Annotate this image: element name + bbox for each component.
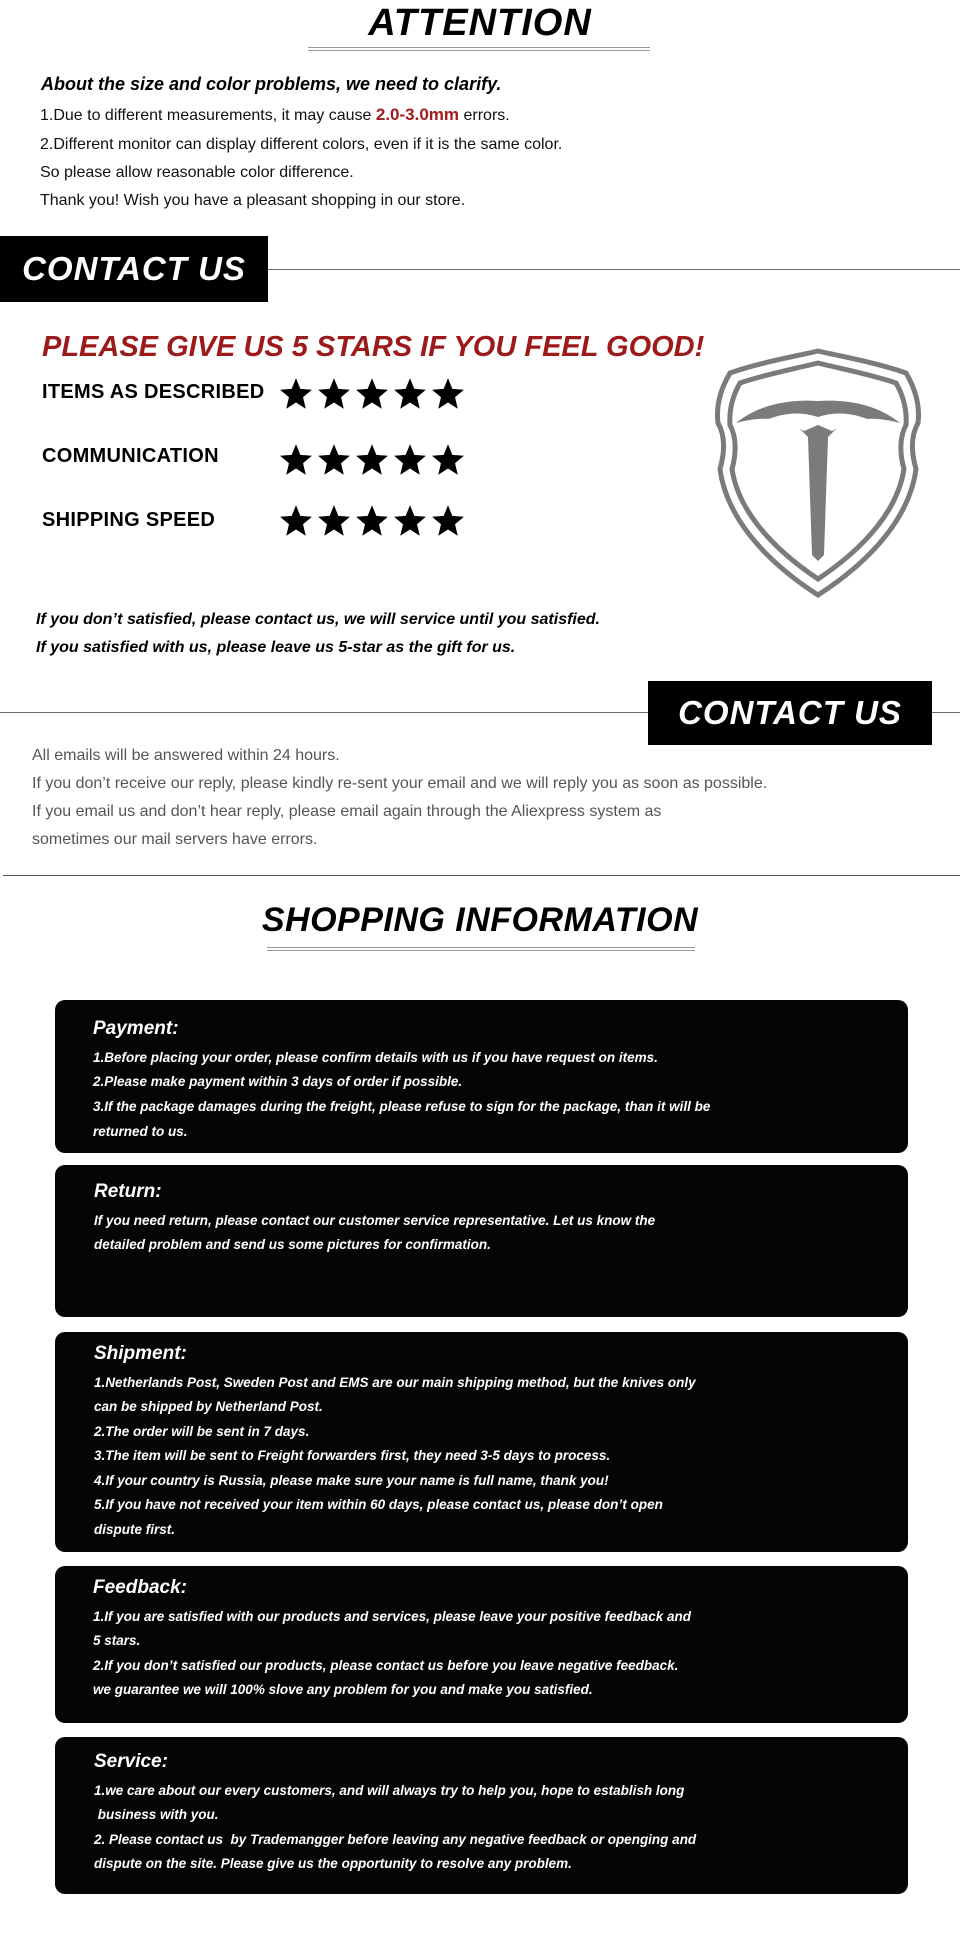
- star-icon: [354, 376, 390, 412]
- satisfaction-line-1: If you don’t satisfied, please contact us, we will service until you satisfied.: [36, 611, 600, 628]
- card-line: returned to us.: [93, 1124, 188, 1139]
- star-icon: [278, 442, 314, 478]
- contact-us-banner: [0, 236, 268, 302]
- attention-line-3: So please allow reasonable color difference.: [40, 164, 354, 181]
- feedback-card: [55, 1566, 908, 1723]
- payment-card: [55, 1000, 908, 1153]
- shopping-title-underline: [267, 947, 695, 951]
- card-title: Feedback:: [93, 1577, 187, 1598]
- tolerance-highlight: 2.0-3.0mm: [375, 105, 460, 124]
- star-icon: [354, 503, 390, 539]
- email-line-2: If you don’t receive our reply, please kindly re-sent your email and we will reply you as soon as possible.: [32, 775, 768, 792]
- contact-us-banner: [648, 681, 932, 745]
- star-icon: [392, 376, 428, 412]
- card-line: can be shipped by Netherland Post.: [94, 1399, 323, 1414]
- attention-line-1-prefix: 1.Due to different measurements, it may cause: [40, 107, 376, 124]
- satisfaction-line-2: If you satisfied with us, please leave us 5-star as the gift for us.: [36, 639, 516, 656]
- card-line: 3.If the package damages during the freight, please refuse to sign for the package, than it will be: [93, 1099, 711, 1114]
- rating-stars-communication: [278, 442, 466, 478]
- star-icon: [316, 503, 352, 539]
- star-icon: [430, 376, 466, 412]
- star-icon: [430, 503, 466, 539]
- card-line: dispute first.: [94, 1522, 176, 1537]
- return-card: [55, 1165, 908, 1317]
- card-line: 5 stars.: [93, 1633, 141, 1648]
- card-line: detailed problem and send us some pictures for confirmation.: [94, 1237, 491, 1252]
- rating-label-communication: COMMUNICATION: [42, 445, 219, 467]
- attention-line-4: Thank you! Wish you have a pleasant shopping in our store.: [40, 192, 466, 209]
- card-line: 4.If your country is Russia, please make sure your name is full name, thank you!: [94, 1473, 609, 1488]
- card-line: we guarantee we will 100% slove any problem for you and make you satisfied.: [93, 1682, 593, 1697]
- attention-subtitle: About the size and color problems, we need to clarify.: [41, 74, 502, 94]
- rating-stars-items: [278, 376, 466, 412]
- card-line: 2.Please make payment within 3 days of order if possible.: [93, 1074, 463, 1089]
- attention-line-2: 2.Different monitor can display different colors, even if it is the same color.: [40, 136, 563, 153]
- divider: [268, 269, 960, 270]
- email-line-3: If you email us and don’t hear reply, please email again through the Aliexpress system as: [32, 803, 662, 820]
- card-line: 3.The item will be sent to Freight forwarders first, they need 3-5 days to process.: [94, 1448, 611, 1463]
- star-icon: [430, 442, 466, 478]
- star-icon: [316, 442, 352, 478]
- card-title: Payment:: [93, 1018, 179, 1039]
- card-line: dispute on the site. Please give us the opportunity to resolve any problem.: [94, 1856, 572, 1871]
- card-line: 1.If you are satisfied with our products and services, please leave your positive feedback and: [93, 1609, 691, 1624]
- shipment-card: [55, 1332, 908, 1552]
- five-stars-heading: PLEASE GIVE US 5 STARS IF YOU FEEL GOOD!: [42, 331, 705, 363]
- star-icon: [392, 442, 428, 478]
- email-line-4: sometimes our mail servers have errors.: [32, 831, 318, 848]
- card-title: Service:: [94, 1751, 168, 1772]
- card-line: business with you.: [94, 1807, 219, 1822]
- attention-title: ATTENTION: [368, 2, 592, 44]
- rating-stars-shipping: [278, 503, 466, 539]
- contact-us-label: CONTACT US: [678, 694, 902, 731]
- card-line: 1.we care about our every customers, and will always try to help you, hope to establish long: [94, 1783, 685, 1798]
- shield-t-logo: [712, 345, 924, 601]
- card-line: 5.If you have not received your item within 60 days, please contact us, please don’t open: [94, 1497, 663, 1512]
- contact-us-label: CONTACT US: [22, 250, 246, 287]
- divider: [3, 875, 960, 876]
- star-icon: [316, 376, 352, 412]
- card-line: 2.The order will be sent in 7 days.: [94, 1424, 310, 1439]
- email-line-1: All emails will be answered within 24 hours.: [32, 747, 340, 764]
- attention-line-1: [40, 105, 510, 125]
- card-line: 1.Before placing your order, please confirm details with us if you have request on items.: [93, 1050, 658, 1065]
- star-icon: [354, 442, 390, 478]
- shopping-information-title: SHOPPING INFORMATION: [261, 901, 699, 939]
- card-line: 1.Netherlands Post, Sweden Post and EMS are our main shipping method, but the knives only: [94, 1375, 696, 1390]
- star-icon: [392, 503, 428, 539]
- rating-label-items: ITEMS AS DESCRIBED: [42, 381, 265, 403]
- card-line: 2. Please contact us by Trademangger before leaving any negative feedback or openging and: [94, 1832, 697, 1847]
- card-line: If you need return, please contact our customer service representative. Let us know the: [94, 1213, 656, 1228]
- attention-underline: [308, 47, 650, 51]
- star-icon: [278, 376, 314, 412]
- card-title: Shipment:: [94, 1343, 187, 1364]
- card-line: 2.If you don’t satisfied our products, please contact us before you leave negative feedback.: [93, 1658, 679, 1673]
- rating-label-shipping: SHIPPING SPEED: [42, 509, 216, 531]
- attention-line-1-suffix: errors.: [459, 107, 510, 124]
- star-icon: [278, 503, 314, 539]
- card-title: Return:: [94, 1181, 162, 1202]
- service-card: [55, 1737, 908, 1894]
